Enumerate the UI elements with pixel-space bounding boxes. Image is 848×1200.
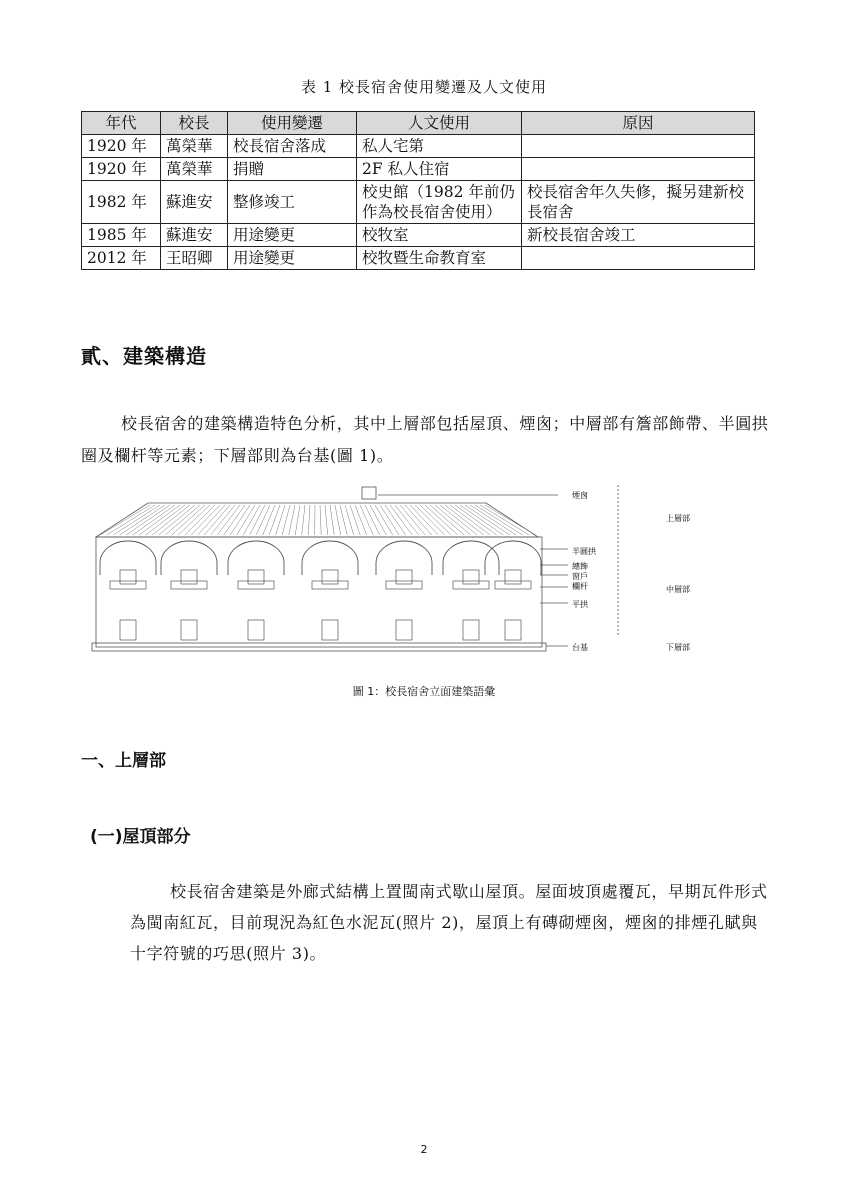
table-caption: 表 1 校長宿舍使用變遷及人文使用 (300, 78, 548, 96)
table-cell: 萬榮華 (161, 158, 228, 181)
table-row (82, 135, 755, 158)
table-cell: 新校長宿舍竣工 (522, 224, 755, 247)
table-cell (522, 135, 755, 158)
column-header-reason: 原因 (522, 112, 755, 135)
figure-caption: 圖 1：校長宿舍立面建築語彙 (352, 685, 496, 698)
table-cell (522, 158, 755, 181)
table-cell: 2F 私人住宿 (357, 158, 522, 181)
table-cell (522, 247, 755, 270)
table-cell: 整修竣工 (228, 181, 357, 224)
table-cell: 1920 年 (82, 158, 161, 181)
figure-label-railing: 欄杆 (572, 582, 588, 591)
table-cell: 1985 年 (82, 224, 161, 247)
column-header-cultural-use: 人文使用 (357, 112, 522, 135)
figure-label-window: 窗戶 (572, 572, 588, 581)
figure-label-ornament: 繐飾 (572, 562, 588, 571)
figure-label-podium: 台基 (572, 643, 588, 652)
table-cell: 1920 年 (82, 135, 161, 158)
column-header-principal: 校長 (161, 112, 228, 135)
figure-label-lower: 下層部 (666, 643, 690, 652)
table-cell: 捐贈 (228, 158, 357, 181)
roof-paragraph-text: 校長宿舍建築是外廊式結構上置閩南式歇山屋頂。屋面坡頂處覆瓦，早期瓦件形式為閩南紅瓦，目前現況為紅色水泥瓦(照片 2)，屋頂上有磚砌煙囪，煙囪的排煙孔賦與十字符號的巧思(照片 3)。 (130, 882, 768, 963)
subheading-upper-section: 一、上層部 (81, 751, 166, 771)
figure-label-upper: 上層部 (666, 514, 690, 523)
table-cell: 王昭卿 (161, 247, 228, 270)
table-header-row (82, 112, 755, 135)
table-cell: 校牧暨生命教育室 (357, 247, 522, 270)
table-cell: 校史館（1982 年前仍作為校長宿舍使用） (357, 181, 522, 224)
table-cell: 2012 年 (82, 247, 161, 270)
table-cell: 用途變更 (228, 247, 357, 270)
elevation-figure (88, 475, 726, 676)
table-cell: 蘇進安 (161, 181, 228, 224)
table-cell: 校牧室 (357, 224, 522, 247)
table-cell: 萬榮華 (161, 135, 228, 158)
column-header-era: 年代 (82, 112, 161, 135)
table-cell: 校長宿舍落成 (228, 135, 357, 158)
table-cell: 蘇進安 (161, 224, 228, 247)
subheading-roof: (一)屋頂部分 (90, 827, 191, 847)
column-header-usage-change: 使用變遷 (228, 112, 357, 135)
figure-label-semicircular-arch: 半圓拱 (572, 547, 596, 556)
table-cell: 用途變更 (228, 224, 357, 247)
section-heading: 貳、建築構造 (81, 344, 207, 368)
figure-label-chimney: 煙囪 (572, 491, 588, 500)
elevation-drawing (88, 475, 726, 676)
table-cell: 1982 年 (82, 181, 161, 224)
figure-label-middle: 中層部 (666, 585, 690, 594)
table-row (82, 181, 755, 224)
intro-paragraph: 校長宿舍的建築構造特色分析，其中上層部包括屋頂、煙囪；中層部有簷部飾帶、半圓拱圈及欄杆等元素；下層部則為台基(圖 1)。 (81, 414, 769, 465)
table-row (82, 158, 755, 181)
figure-label-flat-arch: 平拱 (572, 600, 588, 609)
table-row (82, 247, 755, 270)
table-cell: 私人宅第 (357, 135, 522, 158)
table-row (82, 224, 755, 247)
table-cell: 校長宿舍年久失修，擬另建新校長宿舍 (522, 181, 755, 224)
page-number: 2 (420, 1143, 428, 1156)
roof-paragraph (130, 876, 770, 969)
usage-history-table (81, 111, 755, 270)
